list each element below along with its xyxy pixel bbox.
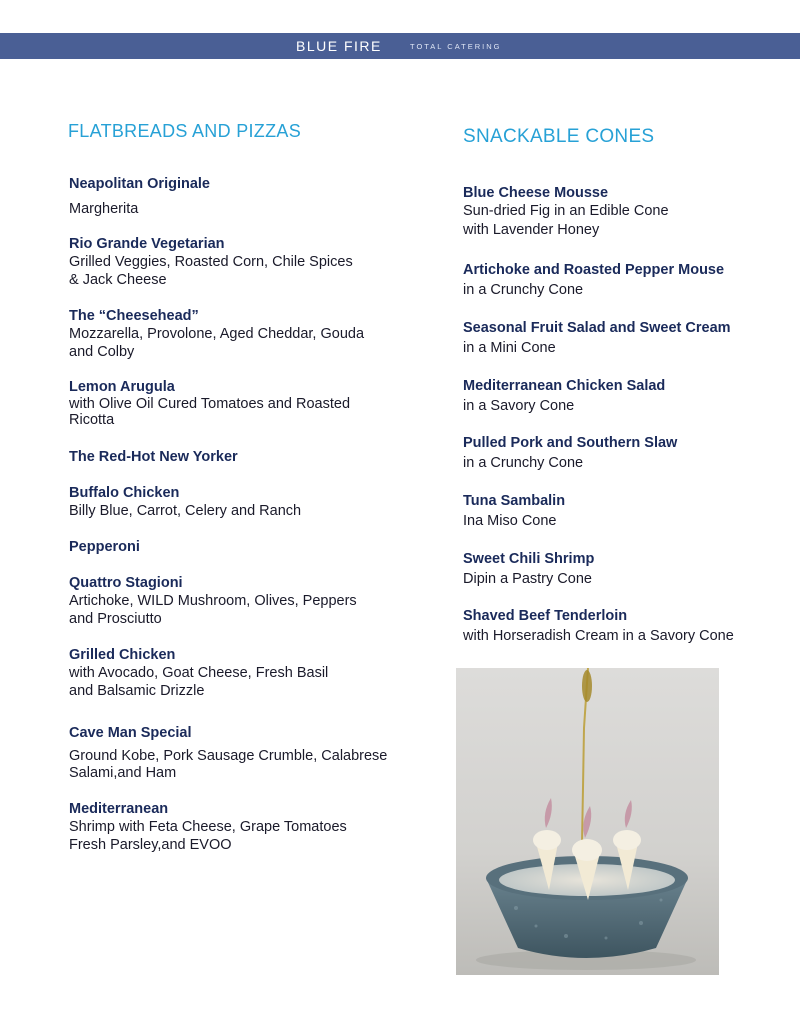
menu-item <box>69 307 364 361</box>
menu-item-desc: Ina Miso Cone <box>463 513 557 529</box>
menu-item-name: Lemon Arugula <box>69 379 175 395</box>
menu-item-desc: Shrimp with Feta Cheese, Grape Tomatoes Fresh Parsley,and EVOO <box>69 819 347 853</box>
header-bar <box>0 33 800 59</box>
menu-item <box>69 800 347 854</box>
menu-item <box>463 261 724 299</box>
menu-item-desc: Grilled Veggies, Roasted Corn, Chile Spices & Jack Cheese <box>69 254 353 288</box>
menu-item-desc: with Horseradish Cream in a Savory Cone <box>463 628 734 644</box>
menu-item <box>463 434 677 472</box>
menu-item <box>69 378 350 428</box>
menu-item-desc: Billy Blue, Carrot, Celery and Ranch <box>69 503 302 519</box>
menu-item-name: Tuna Sambalin <box>463 493 566 509</box>
menu-item <box>69 646 328 700</box>
menu-item <box>463 550 594 588</box>
menu-item <box>69 175 210 218</box>
menu-item-desc: Mozzarella, Provolone, Aged Cheddar, Gouda and Colby <box>69 326 365 360</box>
menu-item <box>69 235 353 289</box>
menu-item <box>69 448 238 466</box>
menu-item-name: Artichoke and Roasted Pepper Mouse <box>463 262 725 278</box>
menu-item-name: Cave Man Special <box>69 725 192 741</box>
menu-item-name: Sweet Chili Shrimp <box>463 551 595 567</box>
section-title-cones: SNACKABLE CONES <box>463 126 655 147</box>
menu-item-desc: Dipin a Pastry Cone <box>463 571 592 587</box>
menu-item-name: Buffalo Chicken <box>69 485 180 501</box>
menu-item-desc: in a Crunchy Cone <box>463 455 584 471</box>
cone-appetizer-photo <box>456 668 719 975</box>
menu-item <box>69 724 387 782</box>
menu-item-name: Seasonal Fruit Salad and Sweet Cream <box>463 320 731 336</box>
menu-item <box>463 184 669 240</box>
menu-item-desc: with Olive Oil Cured Tomatoes and Roasted Ricotta <box>69 396 351 428</box>
section-title-flatbreads: FLATBREADS AND PIZZAS <box>68 121 302 141</box>
menu-item <box>463 319 731 357</box>
menu-item-name: Shaved Beef Tenderloin <box>463 608 628 624</box>
menu-item-name: Pepperoni <box>69 539 140 555</box>
menu-item-desc: Margherita <box>69 201 139 217</box>
menu-item-name: Pulled Pork and Southern Slaw <box>463 435 678 451</box>
menu-item-name: Grilled Chicken <box>69 647 176 663</box>
menu-item-desc: in a Mini Cone <box>463 340 556 356</box>
menu-item-name: Mediterranean Chicken Salad <box>463 378 666 394</box>
menu-item <box>463 492 565 530</box>
menu-item <box>69 574 357 628</box>
brand-name: BLUE FIRE <box>296 38 382 54</box>
menu-item-name: Blue Cheese Mousse <box>463 185 609 201</box>
menu-item-name: Neapolitan Originale <box>69 176 210 192</box>
menu-item-name: Quattro Stagioni <box>69 575 183 591</box>
menu-item-name: The Red-Hot New Yorker <box>69 449 238 465</box>
menu-item <box>463 377 665 415</box>
cone-bowl-illustration <box>456 668 719 975</box>
menu-item-desc: Artichoke, WILD Mushroom, Olives, Peppers and Prosciutto <box>69 593 357 627</box>
menu-item-name: The “Cheesehead” <box>69 308 199 324</box>
menu-item-desc: in a Savory Cone <box>463 398 575 414</box>
menu-item-desc: Ground Kobe, Pork Sausage Crumble, Calabrese Salami,and Ham <box>69 748 388 781</box>
menu-item-name: Rio Grande Vegetarian <box>69 236 225 252</box>
menu-item-desc: Sun-dried Fig in an Edible Cone with Lavender Honey <box>463 203 669 238</box>
brand-tagline: TOTAL CATERING <box>410 42 502 51</box>
menu-item-desc: in a Crunchy Cone <box>463 282 584 298</box>
menu-item <box>69 484 301 520</box>
menu-item <box>69 538 140 556</box>
menu-item-name: Mediterranean <box>69 801 169 817</box>
menu-item-desc: with Avocado, Goat Cheese, Fresh Basil and Balsamic Drizzle <box>69 665 329 699</box>
menu-item <box>463 607 734 645</box>
